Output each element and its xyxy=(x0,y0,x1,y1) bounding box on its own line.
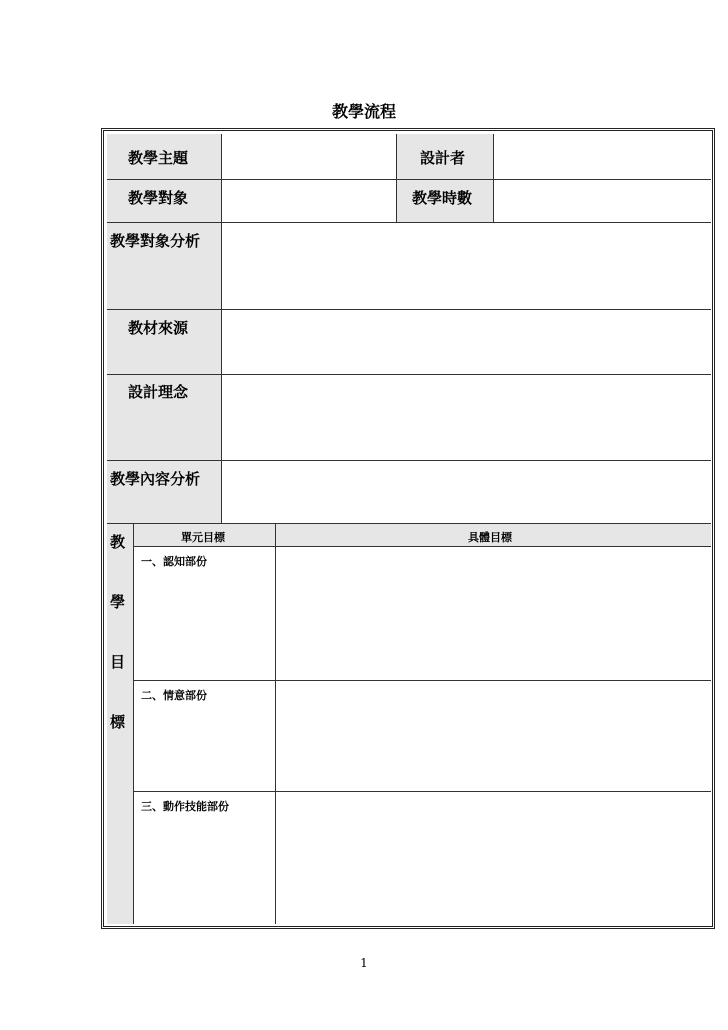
row-divider xyxy=(133,791,711,792)
objective-side-char: 教 xyxy=(110,533,126,551)
row-divider xyxy=(107,374,711,375)
label-designer: 設計者 xyxy=(420,149,466,167)
objective-side-char: 學 xyxy=(110,593,126,611)
row-divider xyxy=(133,546,711,547)
objective-side-char: 標 xyxy=(110,713,126,731)
column-divider xyxy=(221,134,222,523)
concrete-objective-header: 具體目標 xyxy=(468,531,512,544)
row-divider xyxy=(107,179,711,180)
unit-objective-header: 單元目標 xyxy=(181,531,225,544)
column-divider xyxy=(396,134,397,222)
column-divider xyxy=(275,523,276,924)
row-divider xyxy=(107,523,711,524)
row-divider xyxy=(107,460,711,461)
page-title: 教學流程 xyxy=(331,102,396,121)
objective-row-affective: 二、情意部份 xyxy=(141,689,207,702)
objective-row-psychomotor: 三、動作技能部份 xyxy=(141,800,229,813)
label-topic: 教學主題 xyxy=(128,149,189,167)
row-divider xyxy=(133,680,711,681)
objective-row-cognitive: 一、認知部份 xyxy=(141,555,207,568)
label-design-concept: 設計理念 xyxy=(128,383,189,401)
column-divider xyxy=(133,523,134,924)
page-number: 1 xyxy=(360,956,368,970)
label-material-source: 教材來源 xyxy=(128,319,189,337)
label-teaching-hours: 教學時數 xyxy=(412,189,473,207)
row-divider xyxy=(107,309,711,310)
label-content-analysis: 教學內容分析 xyxy=(110,470,201,488)
column-divider xyxy=(493,134,494,222)
label-target-analysis: 教學對象分析 xyxy=(110,232,201,250)
label-audience: 教學對象 xyxy=(128,189,189,207)
row-divider xyxy=(107,222,711,223)
objective-side-char: 目 xyxy=(110,653,126,671)
